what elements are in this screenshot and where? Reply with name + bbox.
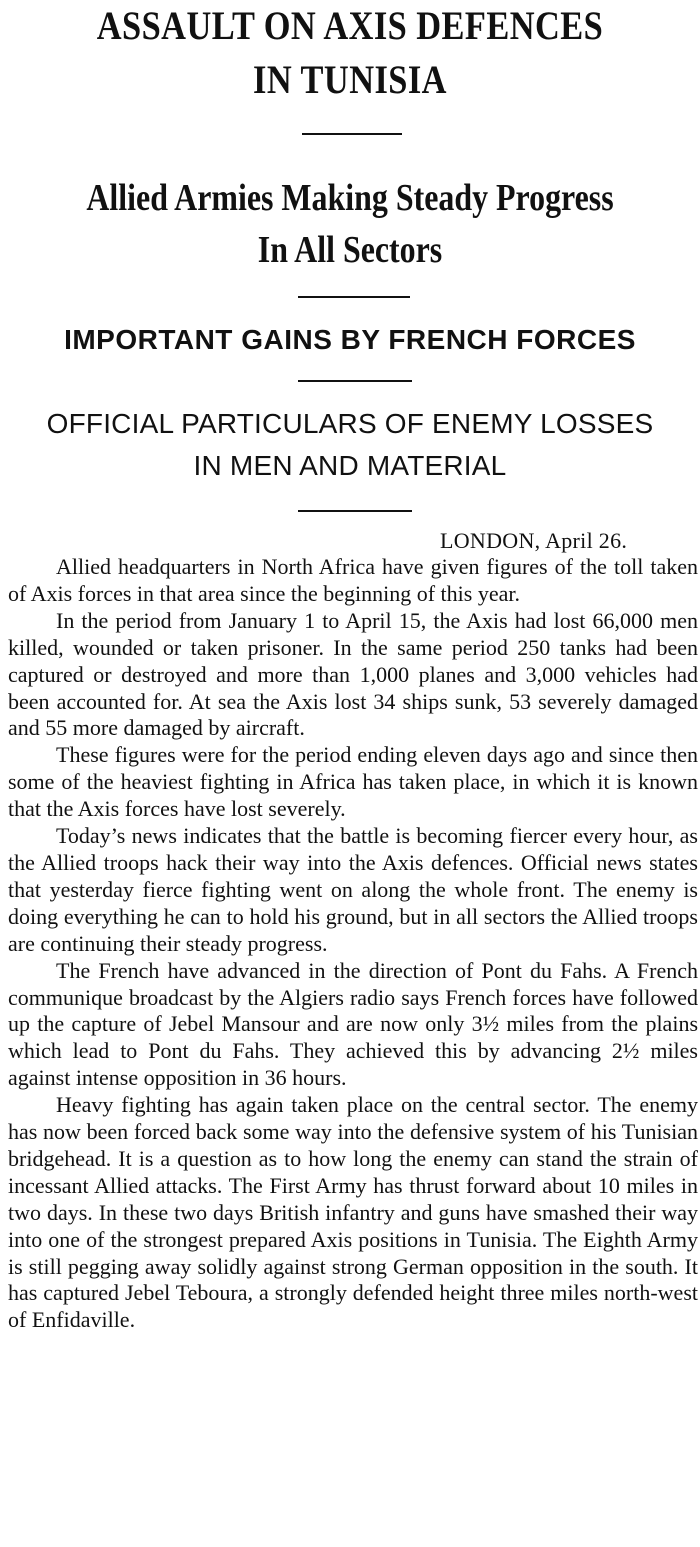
subhead-line-2: In All Sectors — [257, 229, 443, 271]
paragraph: Heavy fighting has again taken place on the central sector. The enemy has now been forced back some way into the defensive system of his Tunisian bridgehead. It is a question as to how long the enemy can stand the strain of incessant Allied attacks. The First Army has thrust forward about 10 miles in two days. In these two days British infantry and guns have smashed their way into one of the strongest prepared Axis positions in Tunisia. The Eighth Army is still pegging away solidly against strong German opposition in the south. It has captured Jebel Teboura, a strongly defended height three miles north-west of Enfidaville. — [8, 1092, 698, 1333]
paragraph: The French have advanced in the direction of Pont du Fahs. A French communique broadcast by the Algiers radio says French forces have followed up the capture of Jebel Mansour and are now only 3½ miles from the plains which lead to Pont du Fahs. They achieved this by advancing 2½ miles against intense opposition in 36 hours. — [8, 957, 698, 1091]
paragraph: These figures were for the period ending eleven days ago and since then some of the heaviest fighting in Africa has taken place, in which it is known that the Axis forces have lost severely. — [8, 742, 698, 822]
headline-line-1: ASSAULT ON AXIS DEFENCES — [96, 3, 604, 48]
paragraph: In the period from January 1 to April 15, the Axis had lost 66,000 men killed, wounded or taken prisoner. In the same period 250 tanks had been captured or destroyed and more than 1,000 planes and 3,000 vehicles had been accounted for. At sea the Axis lost 34 ships sunk, 53 severely damaged and 55 more damaged by aircraft. — [8, 607, 698, 741]
paragraph: Today’s news indicates that the battle is becoming fiercer every hour, as the Allied troops hack their way into the Axis defences. Official news states that yesterday fierce fighting went on along the whole front. The enemy is doing everything he can to hold his ground, but in all sectors the Allied troops are continuing their steady progress. — [8, 823, 698, 956]
divider-rule — [298, 296, 410, 298]
dateline: LONDON, April 26. — [440, 528, 628, 553]
subdeck-line-2: IN MEN AND MATERIAL — [193, 450, 507, 481]
divider-rule — [298, 380, 412, 382]
subhead-line-1: Allied Armies Making Steady Progress — [86, 177, 614, 219]
deck-heading: IMPORTANT GAINS BY FRENCH FORCES — [64, 324, 636, 355]
article-body — [8, 554, 698, 1334]
divider-rule — [298, 510, 412, 512]
divider-rule — [302, 133, 402, 135]
subdeck-line-1: OFFICIAL PARTICULARS OF ENEMY LOSSES — [46, 408, 654, 439]
headline-line-2: IN TUNISIA — [253, 57, 447, 102]
paragraph: Allied headquarters in North Africa have given figures of the toll taken of Axis forces in that area since the beginning of this year. — [8, 554, 698, 606]
